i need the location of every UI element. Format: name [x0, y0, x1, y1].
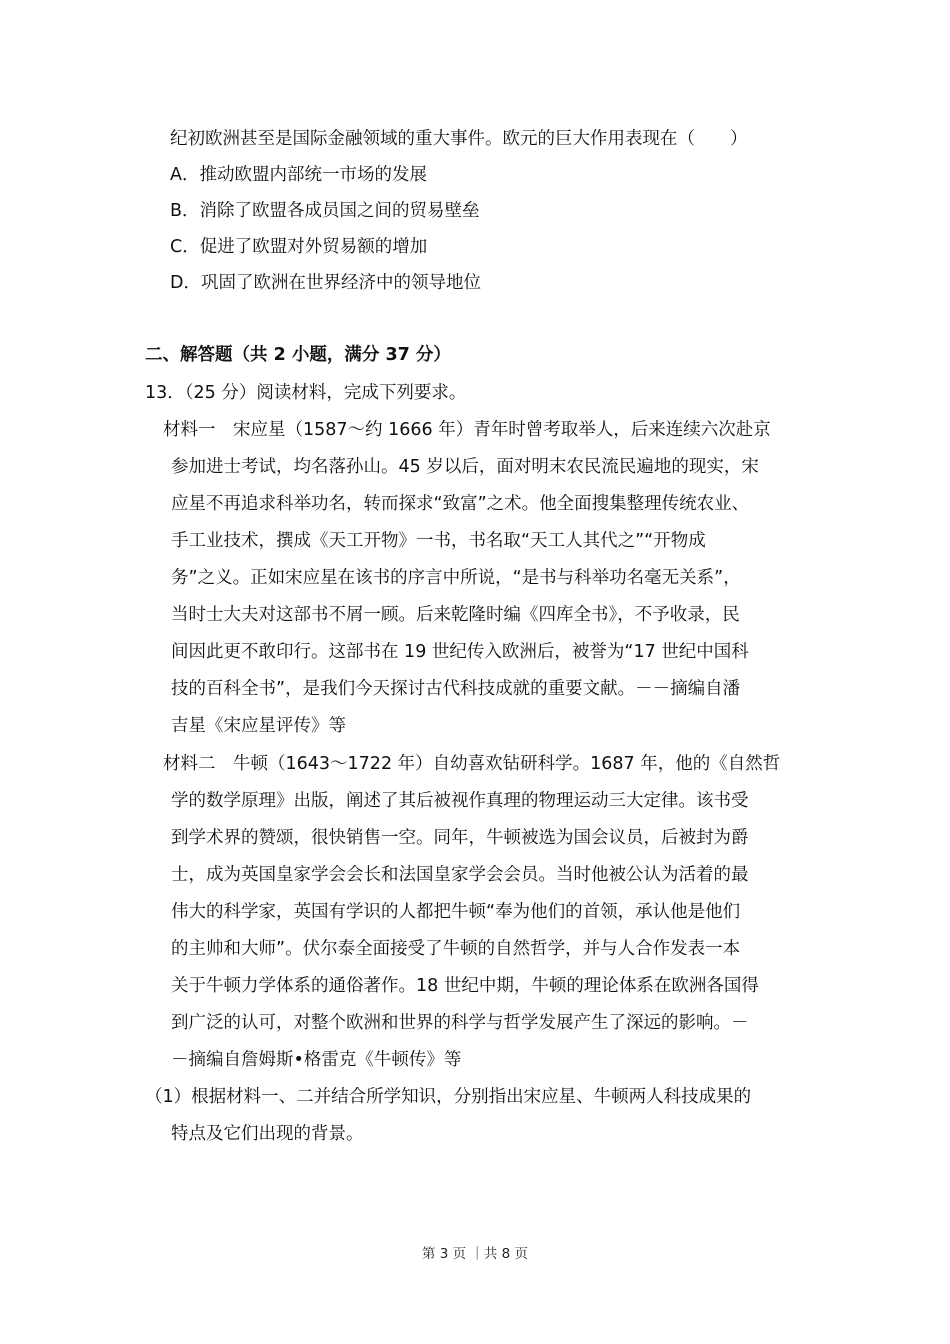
material-one-line: 参加进士考试，均名落孙山。45 岁以后，面对明末农民流民遍地的现实，宋: [171, 457, 759, 477]
material-two-line: 学的数学原理》出版，阐述了其后被视作真理的物理运动三大定律。该书受: [171, 791, 749, 811]
material-one-line: 吉星《宋应星评传》等: [171, 716, 346, 736]
material-two-line: －摘编自詹姆斯•格雷克《牛顿传》等: [171, 1050, 462, 1070]
option-d: D．巩固了欧洲在世界经济中的领导地位: [170, 273, 481, 293]
material-two-line: 到学术界的赞颂，很快销售一空。同年，牛顿被选为国会议员，后被封为爵: [171, 828, 749, 848]
material-two-line: 的主帅和大师”。伏尔泰全面接受了牛顿的自然哲学，并与人合作发表一本: [171, 939, 741, 959]
material-two-line: 伟大的科学家，英国有学识的人都把牛顿“奉为他们的首领，承认他是他们: [171, 902, 741, 922]
material-two-line: 材料二 牛顿（1643～1722 年）自幼喜欢钻研科学。1687 年，他的《自然哲: [163, 754, 781, 774]
question-13-intro: 13．（25 分）阅读材料，完成下列要求。: [145, 383, 467, 403]
material-two-line: 到广泛的认可，对整个欧洲和世界的科学与哲学发展产生了深远的影响。－: [171, 1013, 749, 1033]
sub-question-1: （1）根据材料一、二并结合所学知识，分别指出宋应星、牛顿两人科技成果的: [145, 1087, 752, 1107]
material-one-line: 技的百科全书”，是我们今天探讨古代科技成就的重要文献。－－摘编自潘: [171, 679, 741, 699]
option-c: C．促进了欧盟对外贸易额的增加: [170, 237, 428, 257]
option-b: B．消除了欧盟各成员国之间的贸易壁垒: [170, 201, 480, 221]
section-heading: 二、解答题（共 2 小题，满分 37 分）: [145, 345, 451, 365]
question-stem-continuation: 纪初欧洲甚至是国际金融领域的重大事件。欧元的巨大作用表现在（ ）: [170, 129, 748, 149]
material-one-line: 间因此更不敢印行。这部书在 19 世纪传入欧洲后，被誉为“17 世纪中国科: [171, 642, 749, 662]
material-one-line: 务”之义。正如宋应星在该书的序言中所说，“是书与科举功名毫无关系”，: [171, 568, 741, 588]
material-one-line: 手工业技术，撰成《天工开物》一书，书名取“天工人其代之”“开物成: [171, 531, 706, 551]
material-one-line: 材料一 宋应星（1587～约 1666 年）青年时曾考取举人，后来连续六次赴京: [163, 420, 771, 440]
material-two-line: 关于牛顿力学体系的通俗著作。18 世纪中期，牛顿的理论体系在欧洲各国得: [171, 976, 759, 996]
page-number: 第 3 页 ｜共 8 页: [421, 1246, 529, 1262]
option-a: A．推动欧盟内部统一市场的发展: [170, 165, 427, 185]
material-one-line: 当时士大夫对这部书不屑一顾。后来乾隆时编《四库全书》，不予收录，民: [171, 605, 740, 625]
material-one-line: 应星不再追求科举功名，转而探求“致富”之术。他全面搜集整理传统农业、: [171, 494, 750, 514]
sub-question-1-continuation: 特点及它们出现的背景。: [171, 1124, 364, 1144]
material-two-line: 士，成为英国皇家学会会长和法国皇家学会会员。当时他被公认为活着的最: [171, 865, 749, 885]
